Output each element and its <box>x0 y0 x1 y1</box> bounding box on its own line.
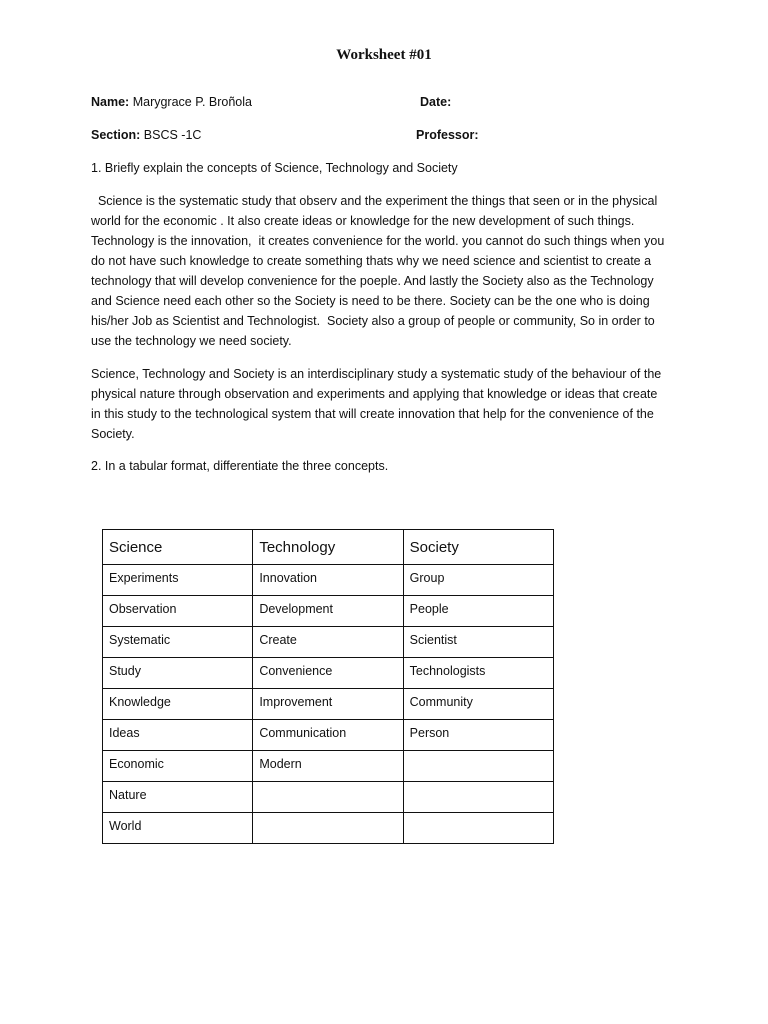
table-cell <box>403 813 553 844</box>
cell-text <box>259 813 402 819</box>
cell-text: Person <box>409 726 450 740</box>
table-cell <box>403 751 553 782</box>
answer-1-paragraph-2 <box>91 364 681 444</box>
table-cell <box>253 813 403 844</box>
table-row <box>103 627 554 658</box>
cell-text: Create <box>259 633 297 647</box>
date-label: Date: <box>420 95 452 109</box>
cell-text <box>410 751 553 757</box>
cell-text: People <box>409 602 449 616</box>
cell-text: Knowledge <box>109 695 171 709</box>
table-cell <box>103 813 253 844</box>
table-cell <box>103 689 253 720</box>
answer-line: Technology is the innovation, it creates convenience for the world. you cannot do such things when you <box>91 234 665 248</box>
table-cell <box>103 782 253 813</box>
table-cell <box>103 565 253 596</box>
section-label: Section: <box>91 128 141 142</box>
table-cell <box>253 689 403 720</box>
table-cell <box>403 720 553 751</box>
header-society: Society <box>403 530 553 565</box>
table-row <box>103 782 554 813</box>
professor-field <box>416 128 479 142</box>
cell-text: Improvement <box>259 695 333 709</box>
cell-text: Ideas <box>109 726 140 740</box>
concepts-table <box>102 529 554 844</box>
answer-line: do not have such knowledge to create something thats why we need science and scientist to create a <box>91 254 652 268</box>
answer-line: Society. <box>91 427 135 441</box>
cell-text <box>410 813 553 819</box>
table-row <box>103 751 554 782</box>
cell-text: World <box>109 819 142 833</box>
cell-text: Systematic <box>109 633 171 647</box>
table-cell <box>403 627 553 658</box>
header-technology: Technology <box>253 530 403 565</box>
cell-text <box>410 782 553 788</box>
cell-text: Communication <box>259 726 347 740</box>
table-row <box>103 565 554 596</box>
table-row <box>103 689 554 720</box>
cell-text: Observation <box>109 602 177 616</box>
table-cell <box>253 782 403 813</box>
name-label: Name: <box>91 95 130 109</box>
table-cell <box>253 658 403 689</box>
table-row <box>103 813 554 844</box>
page-title: Worksheet #01 <box>336 47 432 63</box>
cell-text: Nature <box>109 788 147 802</box>
section-value: BSCS -1C <box>143 128 202 142</box>
table-cell <box>253 751 403 782</box>
table-cell <box>253 596 403 627</box>
cell-text: Modern <box>259 757 302 771</box>
table-row <box>103 596 554 627</box>
answer-line: physical nature through observation and experiments and applying that knowledge or ideas that create <box>91 387 658 401</box>
table-row <box>103 720 554 751</box>
cell-text: Study <box>109 664 141 678</box>
question-1: 1. Briefly explain the concepts of Science, Technology and Society <box>91 161 458 175</box>
table-cell <box>103 596 253 627</box>
table-cell <box>253 720 403 751</box>
table-cell <box>403 596 553 627</box>
answer-line: use the technology we need society. <box>91 334 292 348</box>
cell-text: Convenience <box>259 664 333 678</box>
table-header-row <box>103 530 554 565</box>
table-cell <box>103 627 253 658</box>
table-cell <box>403 658 553 689</box>
name-field <box>91 95 252 109</box>
answer-line: his/her Job as Scientist and Technologist. Society also a group of people or community, So in order to <box>91 314 655 328</box>
cell-text: Innovation <box>259 571 318 585</box>
cell-text <box>259 782 402 788</box>
table-cell <box>103 658 253 689</box>
header-science: Science <box>103 530 253 565</box>
table-cell <box>403 689 553 720</box>
table-cell <box>103 751 253 782</box>
cell-text: Experiments <box>109 571 179 585</box>
cell-text: Technologists <box>409 664 486 678</box>
table-row <box>103 658 554 689</box>
section-field <box>91 128 201 142</box>
table-cell <box>403 565 553 596</box>
answer-line: in this study to the technological system that will create innovation that help for the convenience of the <box>91 407 654 421</box>
cell-text: Community <box>409 695 473 709</box>
answer-line: world for the economic . It also create ideas or knowledge for the new development of such things. <box>91 214 635 228</box>
name-value: Marygrace P. Broñola <box>132 95 252 109</box>
cell-text: Economic <box>109 757 164 771</box>
answer-1-paragraph-1 <box>91 191 681 351</box>
table-cell <box>103 720 253 751</box>
professor-label: Professor: <box>416 128 479 142</box>
answer-line: technology that will develop convenience for the poeple. And lastly the Society also as the Technology <box>91 274 654 288</box>
date-field <box>420 95 451 109</box>
answer-line: Science is the systematic study that observ and the experiment the things that seen or in the physical <box>91 194 658 208</box>
answer-line: Science, Technology and Society is an interdisciplinary study a systematic study of the behaviour of the <box>91 367 662 381</box>
table-cell <box>253 565 403 596</box>
table-cell <box>403 782 553 813</box>
cell-text: Scientist <box>409 633 457 647</box>
question-2: 2. In a tabular format, differentiate the three concepts. <box>91 459 389 473</box>
cell-text: Development <box>259 602 333 616</box>
table-cell <box>253 627 403 658</box>
answer-line: and Science need each other so the Society is need to be there. Society can be the one who is doing <box>91 294 650 308</box>
cell-text: Group <box>409 571 445 585</box>
